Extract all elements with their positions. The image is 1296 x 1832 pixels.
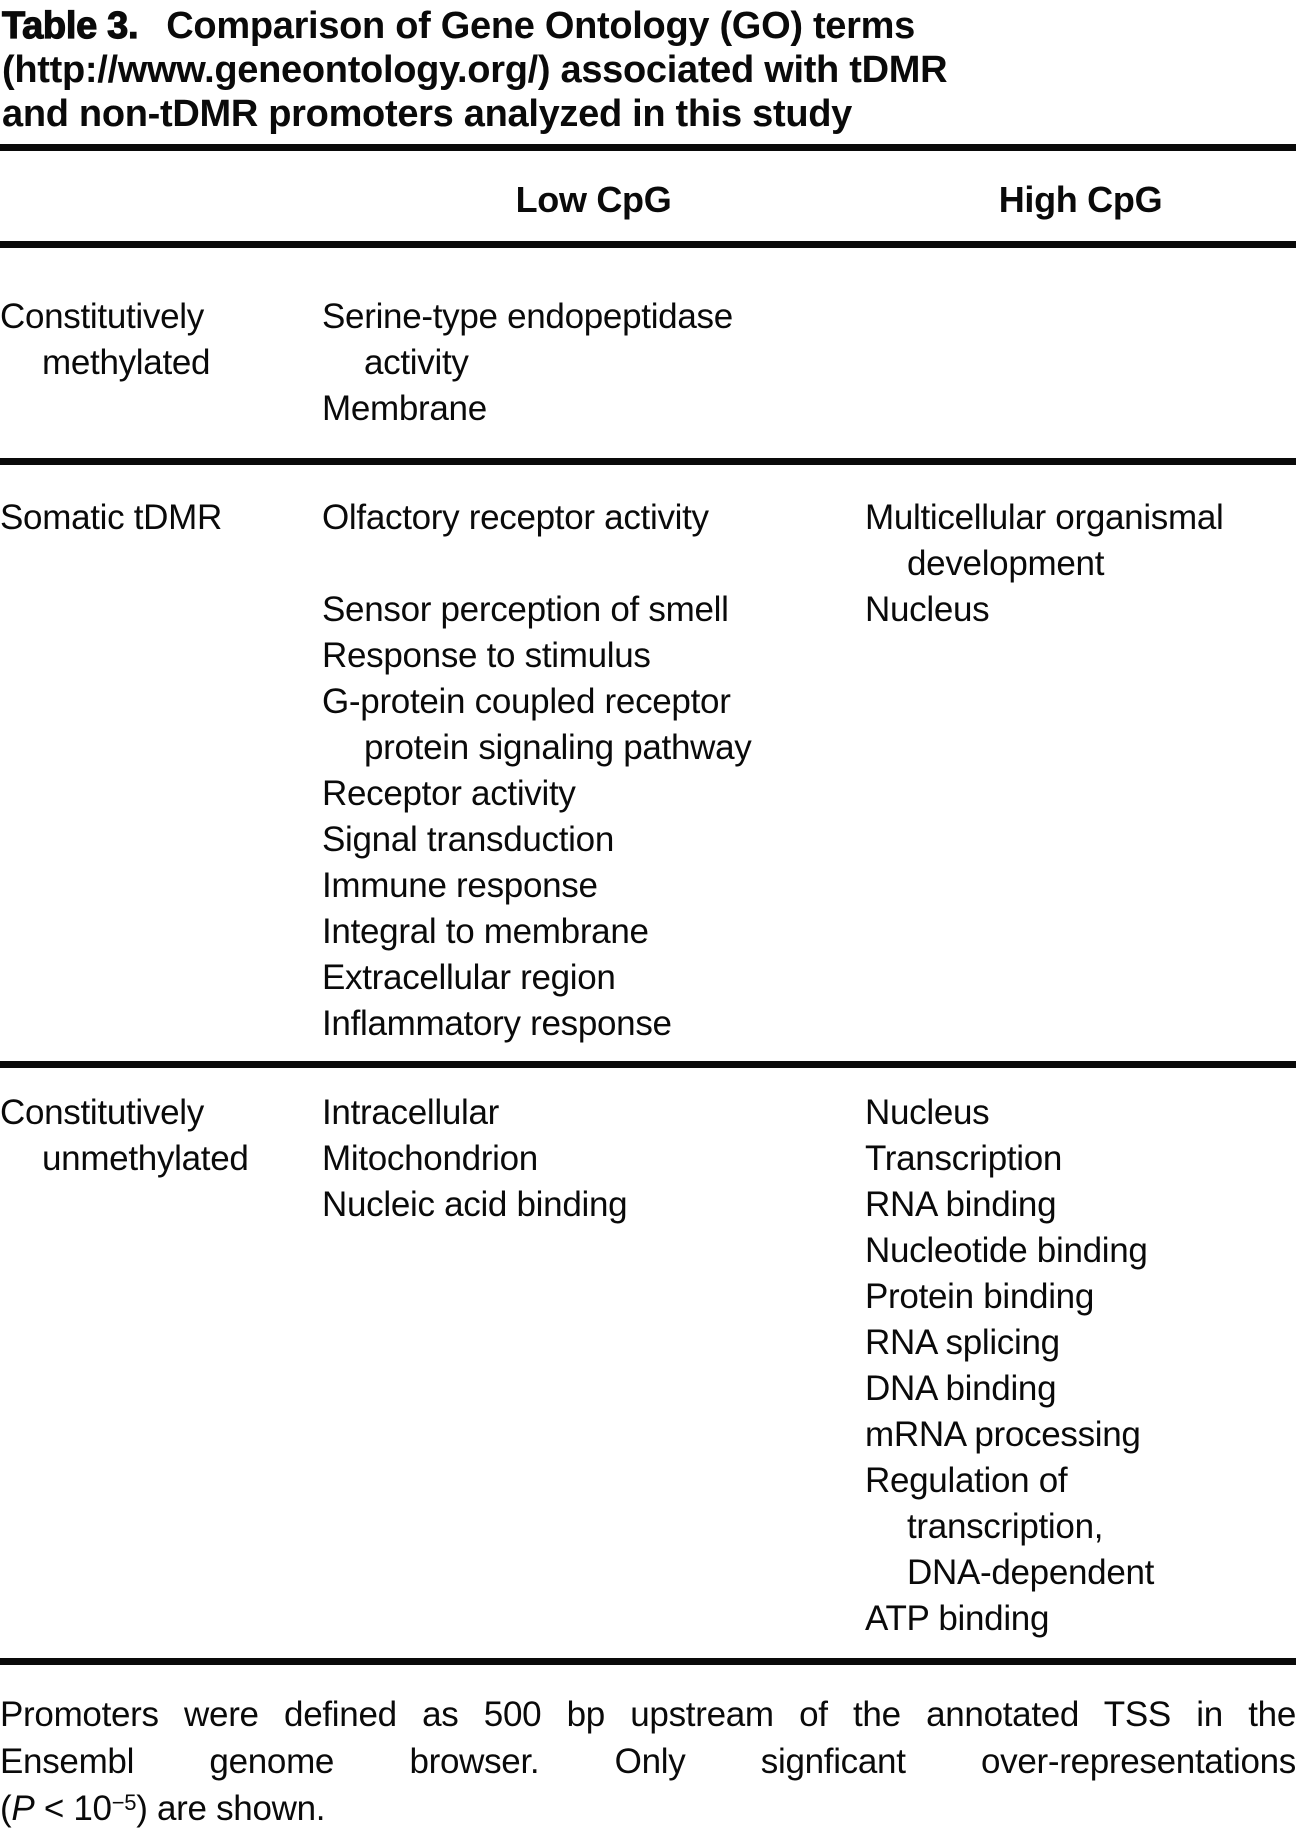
table-row [0, 1068, 1296, 1658]
go-term-line: Nucleus [865, 590, 990, 629]
go-term-line: Constitutively [0, 1093, 204, 1132]
horizontal-rule-bottom [0, 1658, 1296, 1665]
go-term-line: Protein binding [865, 1277, 1094, 1316]
footnote-line-1: Promoters were defined as 500 bp upstream of the annotated TSS in the [0, 1695, 1296, 1734]
go-term-line: Constitutively [0, 297, 204, 336]
caption-title-text: Comparison of Gene Ontology (GO) terms [166, 5, 915, 47]
horizontal-rule-header [0, 241, 1296, 248]
go-term-line: DNA binding [865, 1369, 1057, 1408]
col-header-low-cpg: Low CpG [515, 179, 672, 220]
go-term-line: unmethylated [42, 1139, 249, 1178]
footnote-p-symbol: P [11, 1789, 35, 1828]
row-label-cell [0, 495, 322, 1047]
go-term-line: Nucleotide binding [865, 1231, 1148, 1270]
go-term-line: Intracellular [322, 1093, 500, 1132]
go-term-line: transcription, [907, 1507, 1104, 1546]
go-term-line: mRNA processing [865, 1415, 1141, 1454]
caption-line-3: and non-tDMR promoters analyzed in this study [2, 93, 852, 135]
caption-line-2: (http://www.geneontology.org/) associated with tDMR [2, 49, 948, 91]
high-cpg-cell [865, 495, 1296, 1047]
table-row [0, 248, 1296, 458]
row-label-cell [0, 1090, 322, 1642]
go-term-line: Receptor activity [322, 774, 576, 813]
footnote-paren-open: ( [0, 1789, 12, 1828]
go-term-line [322, 541, 865, 587]
go-term-line: methylated [42, 343, 211, 382]
footnote [0, 1665, 1296, 1832]
go-term-line: Olfactory receptor activity [322, 498, 709, 537]
row-label-header-spacer [0, 179, 322, 221]
table-number-label: Table 3. [2, 5, 139, 47]
go-term-line: Response to stimulus [322, 636, 651, 675]
go-term-line: Nucleus [865, 1093, 990, 1132]
horizontal-rule-row-divider [0, 458, 1296, 465]
footnote-line-3 [0, 1785, 1296, 1832]
high-cpg-cell [865, 1090, 1296, 1642]
footnote-exponent: −5 [111, 1790, 137, 1815]
go-term-line: Regulation of [865, 1461, 1068, 1500]
horizontal-rule-top [0, 144, 1296, 151]
go-term-line: G-protein coupled receptor [322, 682, 731, 721]
column-header-row [0, 151, 1296, 241]
go-term-line: Inflammatory response [322, 1004, 672, 1043]
go-term-line: Serine-type endopeptidase [322, 297, 733, 336]
go-term-line: RNA splicing [865, 1323, 1060, 1362]
go-term-line: Sensor perception of smell [322, 590, 729, 629]
table-caption [0, 0, 1296, 144]
go-term-line: Multicellular organismal [865, 498, 1224, 537]
footnote-line-2: Ensembl genome browser. Only signficant over-representations [0, 1742, 1296, 1781]
high-cpg-cell [865, 294, 1296, 432]
go-term-line: activity [364, 343, 469, 382]
go-term-line: RNA binding [865, 1185, 1057, 1224]
go-term-line: protein signaling pathway [364, 728, 752, 767]
go-term-line: ATP binding [865, 1599, 1050, 1638]
go-term-line: Somatic tDMR [0, 498, 222, 537]
go-term-line: Immune response [322, 866, 598, 905]
go-term-line: development [907, 544, 1105, 583]
caption-line-1 [2, 4, 1294, 48]
horizontal-rule-row-divider [0, 1061, 1296, 1068]
low-cpg-cell [322, 495, 865, 1047]
go-term-line: Signal transduction [322, 820, 614, 859]
low-cpg-cell [322, 294, 865, 432]
row-label-cell [0, 294, 322, 432]
go-term-line: Mitochondrion [322, 1139, 538, 1178]
go-term-line: Integral to membrane [322, 912, 649, 951]
footnote-closing-text: ) are shown. [136, 1789, 326, 1828]
go-term-line: Membrane [322, 389, 487, 428]
low-cpg-cell [322, 1090, 865, 1642]
go-term-line: Transcription [865, 1139, 1063, 1178]
footnote-threshold-text: < 10 [34, 1789, 112, 1828]
table-row [0, 465, 1296, 1061]
go-term-line: Extracellular region [322, 958, 616, 997]
col-header-high-cpg: High CpG [998, 179, 1163, 220]
go-term-line: DNA-dependent [907, 1553, 1155, 1592]
table-body [0, 248, 1296, 1658]
go-term-line: Nucleic acid binding [322, 1185, 628, 1224]
